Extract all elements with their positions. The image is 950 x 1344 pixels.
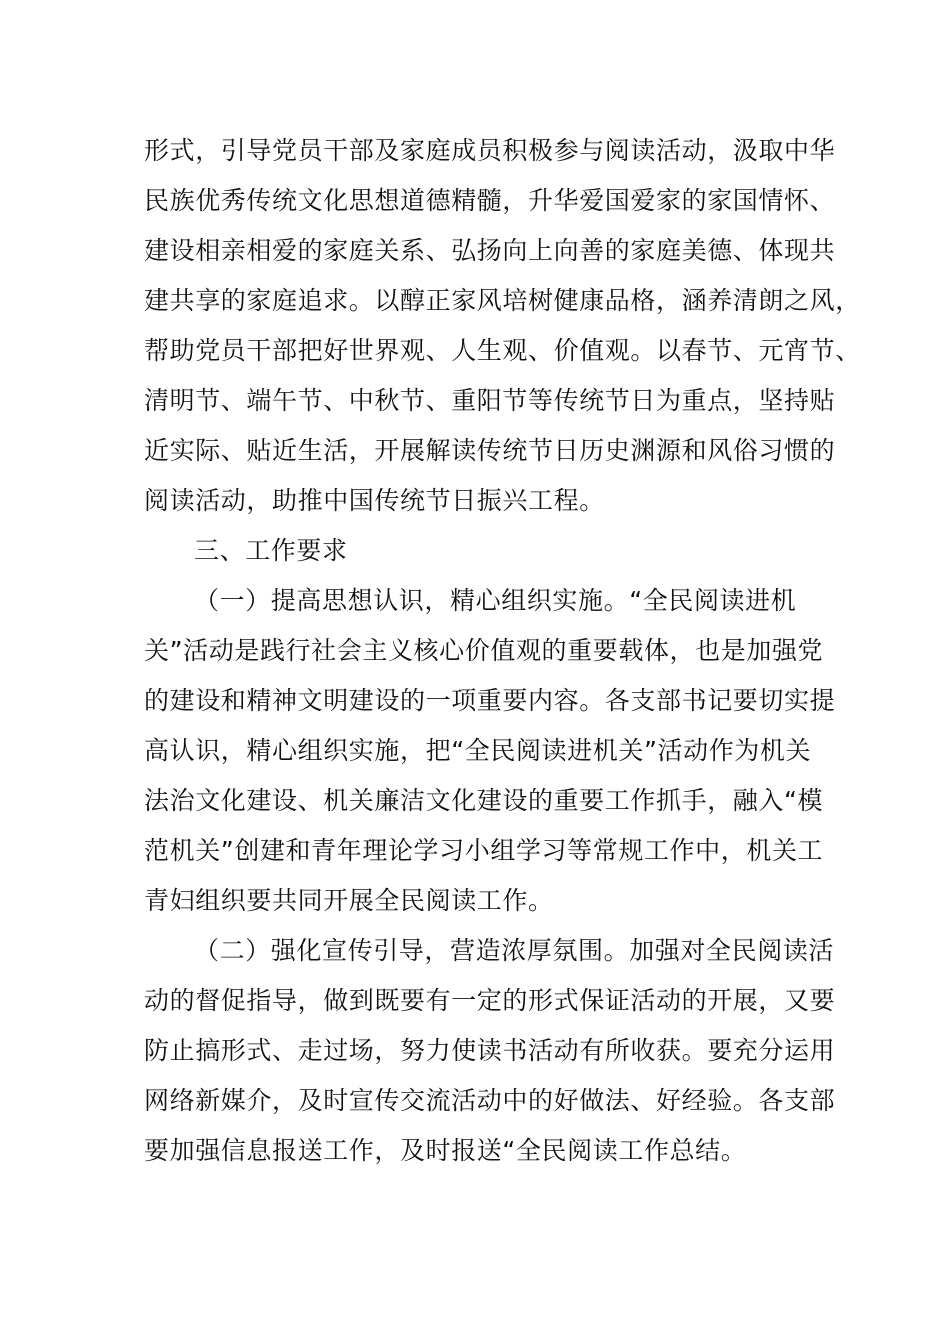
paragraph-line: 关”活动是践行社会主义核心价值观的重要载体，也是加强党 (144, 636, 824, 665)
paragraph-line: 的建设和精神文明建设的一项重要内容。各支部书记要切实提 (144, 686, 836, 715)
paragraph-line: 法治文化建设、机关廉洁文化建设的重要工作抓手，融入“模 (144, 786, 824, 815)
paragraph-line: 阅读活动，助推中国传统节日振兴工程。 (144, 486, 605, 515)
paragraph-line: 高认识，精心组织实施，把“全民阅读进机关”活动作为机关 (144, 736, 812, 765)
paragraph-line: 要加强信息报送工作，及时报送“全民阅读工作总结。 (144, 1136, 747, 1165)
section-heading: 三、工作要求 (194, 536, 348, 565)
paragraph-line: 形式，引导党员干部及家庭成员积极参与阅读活动，汲取中华 (144, 136, 836, 165)
paragraph-line: （一）提高思想认识，精心组织实施。“全民阅读进机 (194, 586, 797, 615)
paragraph-line: 范机关”创建和青年理论学习小组学习等常规工作中，机关工 (144, 836, 824, 865)
paragraph-line: 帮助党员干部把好世界观、人生观、价值观。以春节、元宵节、 (144, 336, 861, 365)
paragraph-line: 网络新媒介，及时宣传交流活动中的好做法、好经验。各支部 (144, 1086, 836, 1115)
paragraph-line: 民族优秀传统文化思想道德精髓，升华爱国爱家的家国情怀、 (144, 186, 836, 215)
paragraph-line: 建设相亲相爱的家庭关系、弘扬向上向善的家庭美德、体现共 (144, 236, 836, 265)
paragraph-line: 防止搞形式、走过场，努力使读书活动有所收获。要充分运用 (144, 1036, 836, 1065)
paragraph-line: 动的督促指导，做到既要有一定的形式保证活动的开展，又要 (144, 986, 836, 1015)
paragraph-line: 近实际、贴近生活，开展解读传统节日历史渊源和风俗习惯的 (144, 436, 836, 465)
paragraph-line: 建共享的家庭追求。以醇正家风培树健康品格，涵养清朗之风， (144, 286, 861, 315)
paragraph-line: （二）强化宣传引导，营造浓厚氛围。加强对全民阅读活 (194, 936, 835, 965)
paragraph-line: 清明节、端午节、中秋节、重阳节等传统节日为重点，坚持贴 (144, 386, 836, 415)
paragraph-line: 青妇组织要共同开展全民阅读工作。 (144, 886, 554, 915)
